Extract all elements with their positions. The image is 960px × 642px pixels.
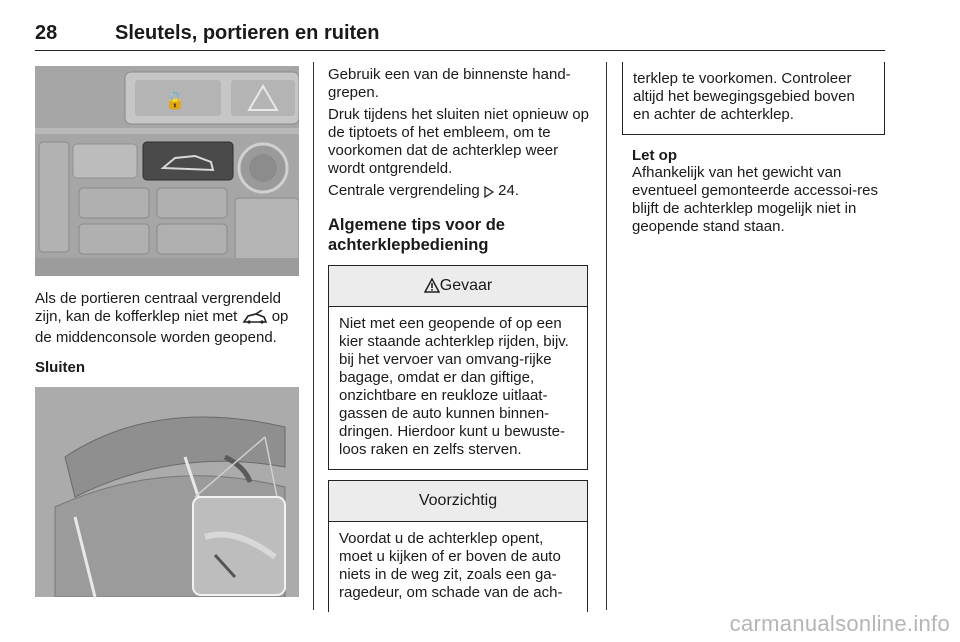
paragraph: Als de portieren centraal vergrendeld zijn, kan de kofferklep niet met op de middenconsole worden geopend.: [35, 290, 289, 346]
warning-triangle-icon: [424, 269, 440, 309]
page-header: [35, 16, 885, 51]
column-right: [622, 66, 887, 236]
note-text: Afhankelijk van het gewicht van eventueel gemonteerde accessoi-res blijft de achterklep mogelijk niet in geopende stand staan.: [632, 164, 878, 235]
paragraph: Centrale vergrendeling 24.: [328, 182, 590, 203]
page-number: 28: [35, 22, 58, 44]
column-left: [35, 66, 299, 597]
subheading: Sluiten: [35, 359, 86, 376]
danger-text: Niet met een geopende of op een kier staande achterklep rijden, bijv. bij het vervoer van omvang-rijke bagage, omdat er dan giftige, onzichtbare en reukloze uitlaat-gassen de auto kunnen binnen-dringen. Hierdoor kunt u bewuste-loos raken en zelfs sterven.: [339, 315, 569, 458]
svg-text:🔓: 🔓: [165, 91, 185, 110]
note-block: [622, 147, 887, 236]
console-buttons-photo: [35, 66, 299, 276]
column-divider: [313, 62, 314, 610]
column-middle: [328, 66, 590, 612]
column-divider: [606, 62, 607, 610]
caution-box-continued: [622, 62, 885, 135]
danger-title: Gevaar: [439, 277, 493, 294]
watermark: carmanualsonline.info: [729, 611, 950, 636]
caution-text-continued: terklep te voorkomen. Controleer altijd het bewegingsgebied boven en achter de achterklep.: [633, 70, 855, 123]
page-reference-triangle-icon: [484, 185, 494, 203]
caution-box: [328, 480, 588, 612]
paragraph: Gebruik een van de binnenste hand-grepen.: [328, 66, 571, 101]
danger-header: [329, 266, 587, 307]
caution-text: Voordat u de achterklep opent, moet u kijken of er boven de auto niets in de weg zit, zoals een ga-ragedeur, om schade van de ach-: [339, 530, 563, 601]
paragraph: Druk tijdens het sluiten niet opnieuw op de tiptoets of het embleem, om te voorkomen dat de achterklep weer wordt ontgrendeld.: [328, 106, 589, 177]
page-title: Sleutels, portieren en ruiten: [115, 22, 380, 44]
danger-box: [328, 265, 588, 470]
car-open-tailgate-icon: [242, 310, 268, 329]
caution-header: Voorzichtig: [329, 481, 587, 522]
note-label: Let op: [632, 147, 677, 164]
tailgate-closing-illustration: [35, 387, 299, 597]
section-heading: Algemene tips voor de achterklepbediening: [328, 216, 505, 254]
